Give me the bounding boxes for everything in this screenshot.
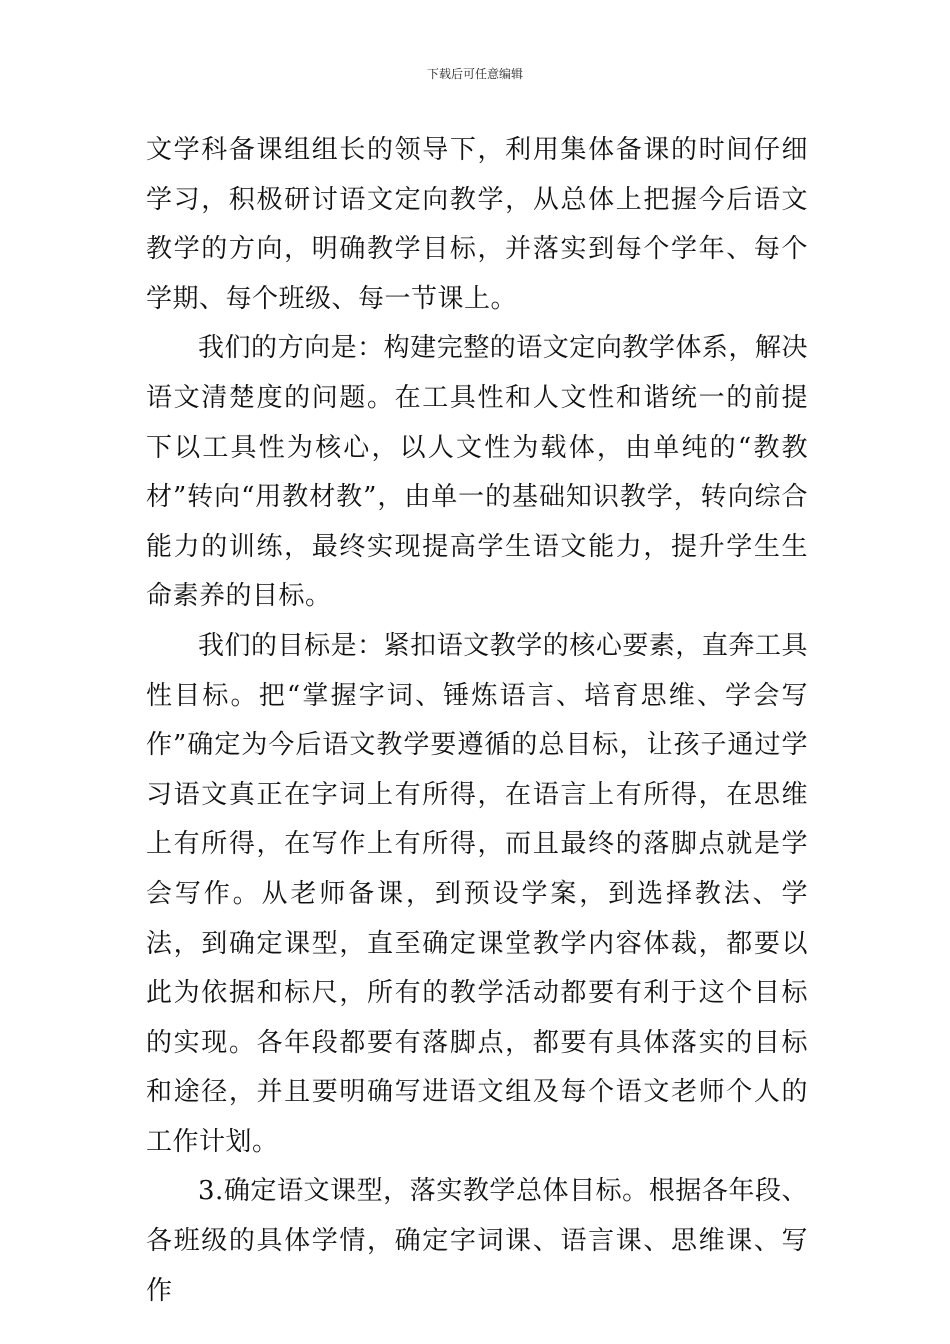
- page-header-watermark: 下载后可任意编辑: [426, 67, 523, 81]
- paragraph-continued: 文学科备课组组长的领导下，利用集体备课的时间仔细学习，积极研讨语文定向教学，从总体上把握今后语文教学的方向，明确教学目标，并落实到每个学年、每个学期、每个班级、每一节课上。: [146, 135, 808, 314]
- document-body: [146, 126, 808, 1316]
- paragraph-direction: 我们的方向是：构建完整的语文定向教学体系，解决语文清楚度的问题。在工具性和人文性和谐统一的前提下以工具性为核心，以人文性为载体，由单纯的“教教材”转向“用教材教”，由单一的基础知识教学，转向综合能力的训练，最终实现提高学生语文能力，提升学生生命素养的目标。: [146, 333, 808, 612]
- paragraph-goal: 我们的目标是：紧扣语文教学的核心要素，直奔工具性目标。把“掌握字词、锤炼语言、培育思维、学会写作”确定为今后语文教学要遵循的总目标，让孩子通过学习语文真正在字词上有所得，在语言上有所得，在思维上有所得，在写作上有所得，而且最终的落脚点就是学会写作。从老师备课，到预设学案，到选择教法、学法，到确定课型，直至确定课堂教学内容体裁，都要以此为依据和标尺，所有的教学活动都要有利于这个目标的实现。各年段都要有落脚点，都要有具体落实的目标和途径，并且要明确写进语文组及每个语文老师个人的工作计划。: [146, 630, 808, 1157]
- paragraph-lesson-types: 3.确定语文课型，落实教学总体目标。根据各年段、各班级的具体学情，确定字词课、语言课、思维课、写作: [146, 1176, 808, 1306]
